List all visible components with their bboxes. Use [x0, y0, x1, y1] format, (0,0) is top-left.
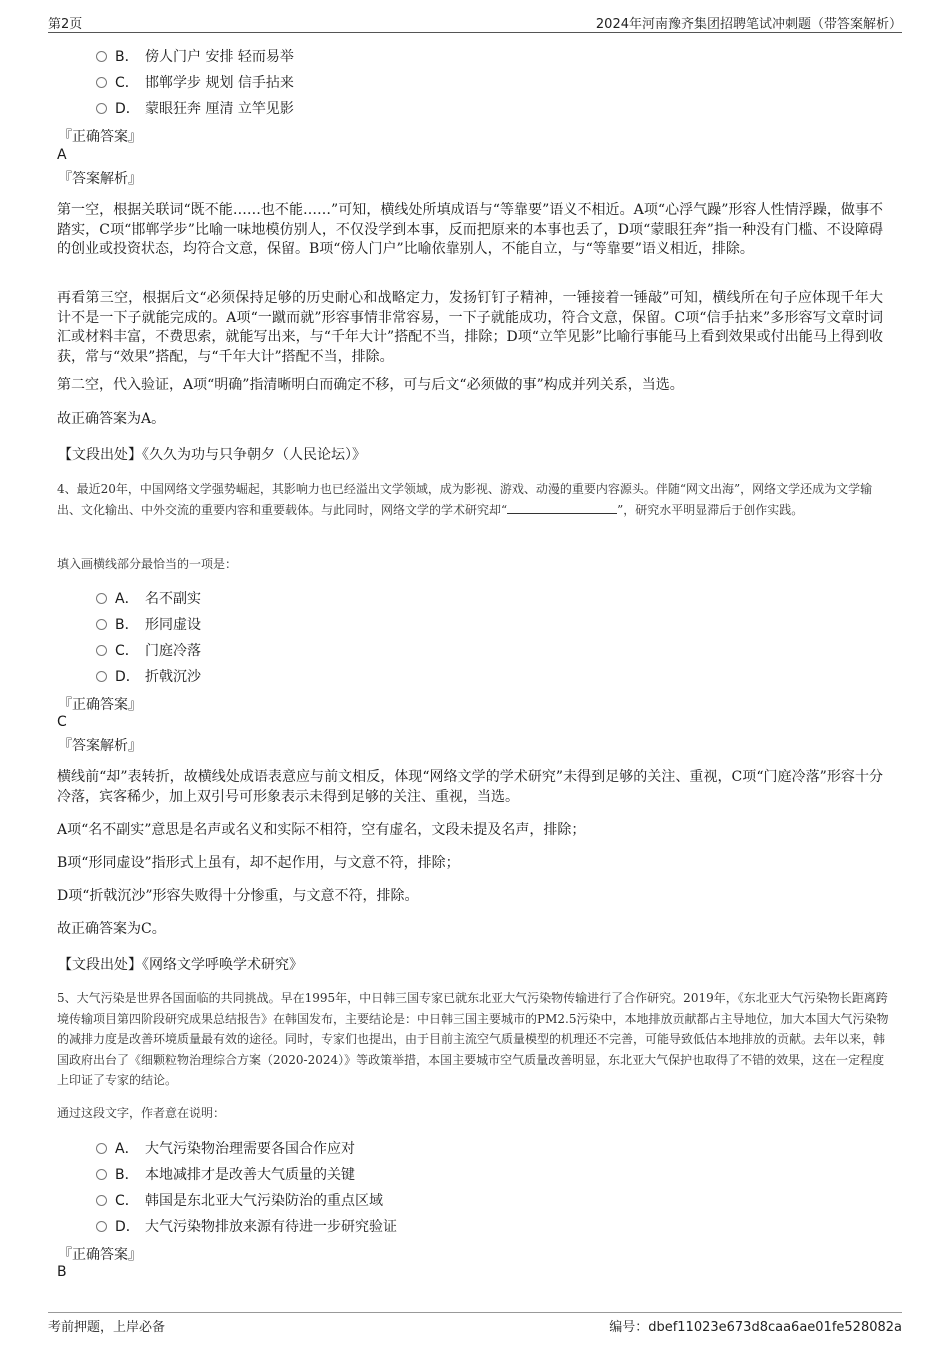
q4-option-a[interactable]: A． 名不副实	[96, 588, 201, 610]
document-code: 编号：dbef11023e673d8caa6ae01fe528082a	[609, 1320, 902, 1335]
q3-source: 【文段出处】《久久为功与只争朝夕（人民论坛）》	[58, 447, 366, 463]
radio-icon[interactable]	[96, 51, 107, 62]
radio-icon[interactable]	[96, 645, 107, 656]
q4-source: 【文段出处】《网络文学呼唤学术研究》	[58, 957, 303, 973]
q5-option-c[interactable]: C． 韩国是东北亚大气污染防治的重点区域	[96, 1190, 383, 1212]
page-footer	[48, 1312, 902, 1335]
document-title: 2024年河南豫齐集团招聘笔试冲刺题（带答案解析）	[595, 17, 902, 32]
q4-answer-label: 『正确答案』	[58, 697, 142, 713]
q5-stem: 5、大气污染是世界各国面临的共同挑战。早在1995年，中日韩三国专家已就东北亚大气污染物传输进行了合作研究。2019年，《东北亚大气污染物长距离跨境传输项目第四阶段研究成果总结报告》在韩国发布，主要结论是：中日韩三国主要城市的PM2.5污染中，本地排放贡献都占主导地位，加大本国大气污染物的减排力度是改善环境质量最有效的途径。同时，专家们也提出，由于目前主流空气质量模型的机理还不完善，可能导致低估本地排放的贡献。去年以来，韩国政府出台了《细颗粒物治理综合方案（2020-2024）》等政策举措，本国主要城市空气质量改善明显，东北亚大气保护也取得了不错的效果，这在一定程度上印证了专家的结论。	[57, 991, 889, 1087]
radio-icon[interactable]	[96, 593, 107, 604]
radio-icon[interactable]	[96, 619, 107, 630]
footer-slogan: 考前押题，上岸必备	[48, 1320, 166, 1335]
q4-analysis-paragraph: 横线前“却”表转折，故横线处成语表意应与前文相反，体现“网络文学的学术研究”未得到足够的关注、重视，C项“门庭冷落”形容十分冷落，宾客稀少，加上双引号可形象表示未得到足够的关注、重视，当选。	[57, 769, 883, 805]
q4-analysis-paragraph: A项“名不副实”意思是名声或名义和实际不相符，空有虚名，文段未提及名声，排除；	[57, 822, 586, 838]
q5-option-d[interactable]: D． 大气污染物排放来源有待进一步研究验证	[96, 1216, 397, 1238]
q5-prompt: 通过这段文字，作者意在说明：	[57, 1106, 226, 1120]
q3-analysis-paragraph: 第二空，代入验证，A项“明确”指清晰明白而确定不移，可与后文“必须做的事”构成并列关系，当选。	[57, 377, 684, 393]
q3-conclusion: 故正确答案为A。	[57, 411, 166, 427]
q4-analysis-paragraph: D项“折戟沉沙”形容失败得十分惨重，与文意不符，排除。	[57, 888, 419, 904]
fill-blank	[507, 501, 617, 514]
q4-answer: C	[57, 714, 67, 730]
q4-option-c[interactable]: C． 门庭冷落	[96, 640, 201, 662]
q5-answer-label: 『正确答案』	[58, 1247, 142, 1263]
q4-option-b[interactable]: B． 形同虚设	[96, 614, 201, 636]
radio-icon[interactable]	[96, 1169, 107, 1180]
q4-option-d[interactable]: D． 折戟沉沙	[96, 666, 201, 688]
q5-option-a[interactable]: A． 大气污染物治理需要各国合作应对	[96, 1138, 355, 1160]
q3-analysis-label: 『答案解析』	[58, 171, 142, 187]
q4-stem: 4、最近20年，中国网络文学强势崛起，其影响力也已经溢出文学领域，成为影视、游戏、动漫的重要内容源头。伴随“网文出海”，网络文学还成为文学输出、文化输出、中外交流的重要内容和重要载体。与此同时，网络文学的学术研究却“ ”，研究水平明显滞后于创作实践。	[57, 482, 873, 517]
q5-option-b[interactable]: B． 本地减排才是改善大气质量的关键	[96, 1164, 355, 1186]
q3-option-b[interactable]: B． 傍人门户 安排 轻而易举	[96, 46, 294, 68]
q3-option-c[interactable]: C． 邯郸学步 规划 信手拈来	[96, 72, 294, 94]
q5-answer: B	[57, 1264, 67, 1280]
page-number: 第2页	[48, 17, 83, 32]
q4-prompt: 填入画横线部分最恰当的一项是：	[57, 557, 238, 571]
q3-analysis-paragraph: 第一空，根据关联词“既不能……也不能……”可知，横线处所填成语与“等靠要”语义不相近。A项“心浮气躁”形容人性情浮躁，做事不踏实，C项“邯郸学步”比喻一味地模仿别人，不仅没学到本事，反而把原来的本事也丢了，D项“蒙眼狂奔”指一种没有门槛、不设障碍的创业或投资状态，均符合文意，保留。B项“傍人门户”比喻依靠别人，不能自立，与“等靠要”语义相近，排除。	[57, 202, 883, 257]
radio-icon[interactable]	[96, 77, 107, 88]
radio-icon[interactable]	[96, 1195, 107, 1206]
q3-answer: A	[57, 147, 67, 163]
radio-icon[interactable]	[96, 1221, 107, 1232]
page-header	[48, 12, 902, 33]
radio-icon[interactable]	[96, 1143, 107, 1154]
q4-analysis-label: 『答案解析』	[58, 738, 142, 754]
q4-conclusion: 故正确答案为C。	[57, 921, 166, 937]
radio-icon[interactable]	[96, 103, 107, 114]
q3-answer-label: 『正确答案』	[58, 129, 142, 145]
q4-analysis-paragraph: B项“形同虚设”指形式上虽有，却不起作用，与文意不符，排除；	[57, 855, 460, 871]
q3-analysis-paragraph: 再看第三空，根据后文“必须保持足够的历史耐心和战略定力，发扬钉钉子精神，一锤接着一锤敲”可知，横线所在句子应体现千年大计不是一下子就能完成的。A项“一蹴而就”形容事情非常容易，一下子就能成功，符合文意，保留。C项“信手拈来”多形容写文章时词汇或材料丰富，不费思索，就能写出来，与“千年大计”搭配不当，排除；D项“立竿见影”比喻行事能马上看到效果或付出能马上得到收获，常与“效果”搭配，与“千年大计”搭配不当，排除。	[57, 290, 883, 365]
radio-icon[interactable]	[96, 671, 107, 682]
q3-option-d[interactable]: D． 蒙眼狂奔 厘清 立竿见影	[96, 98, 294, 120]
